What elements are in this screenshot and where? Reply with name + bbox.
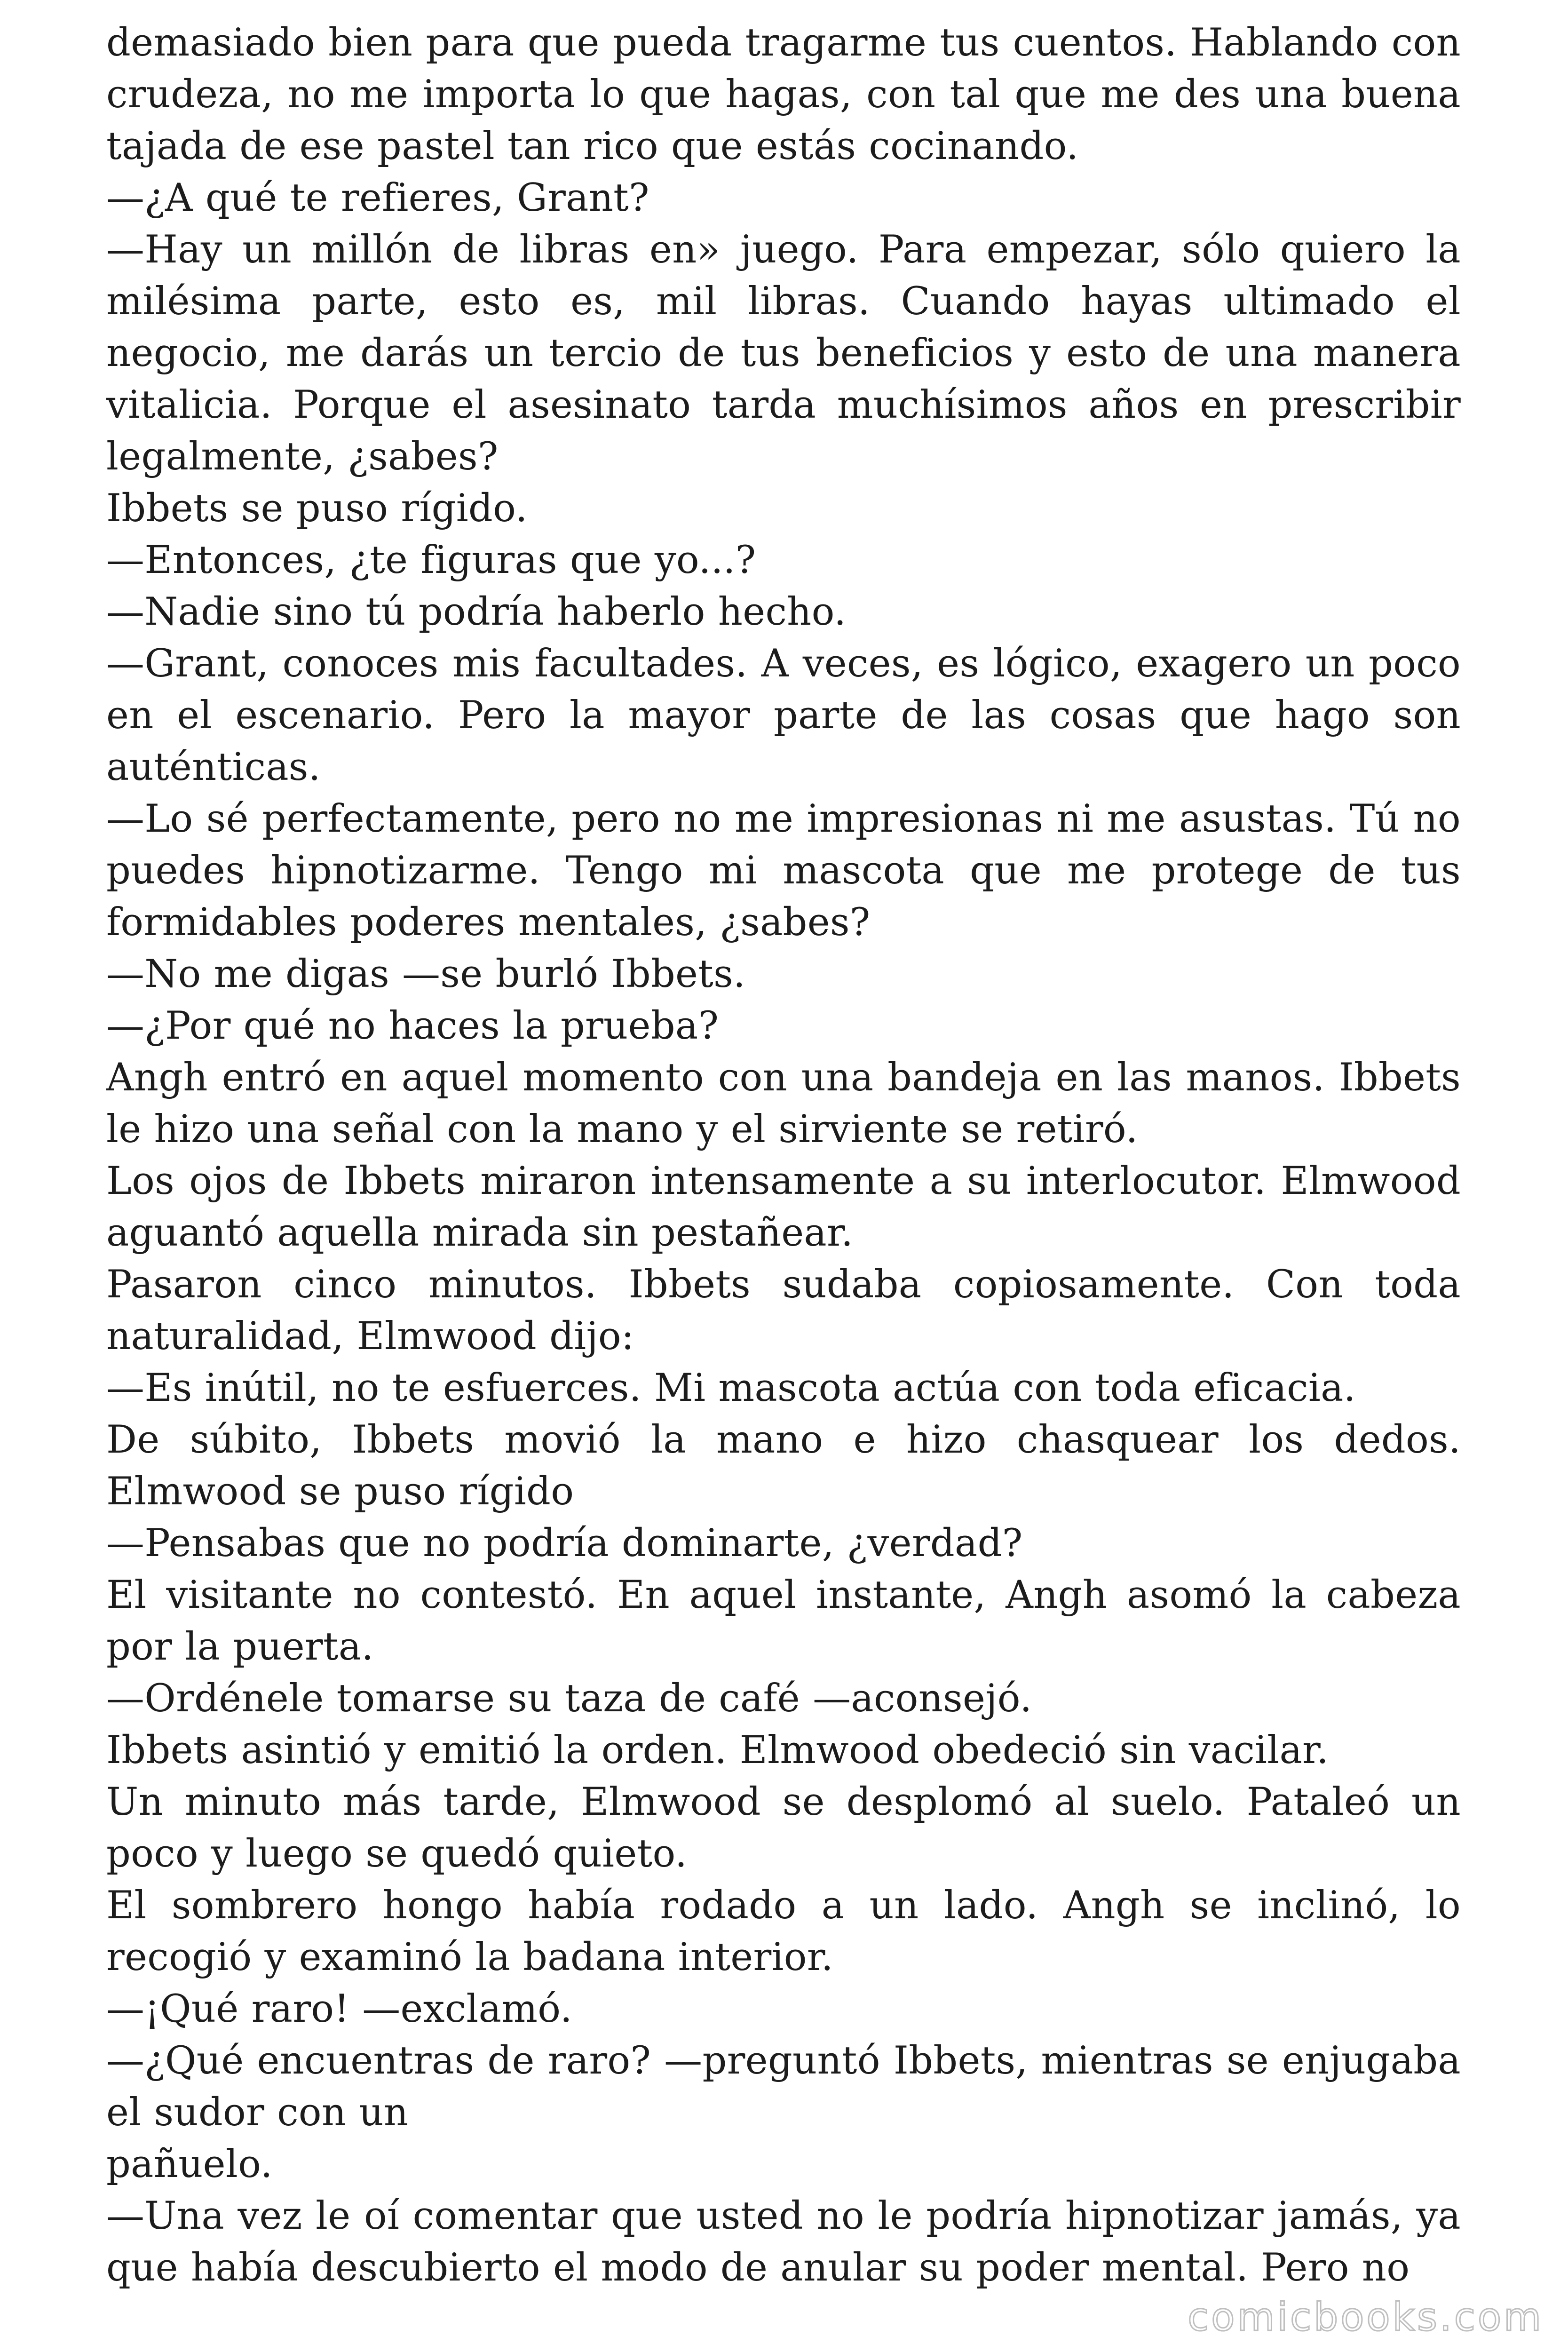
paragraph: pañuelo. [106,2142,273,2186]
paragraph: —Entonces, ¿te figuras que yo...? [106,538,756,582]
paragraph: —Ordénele tomarse su taza de café —aconsejó. [106,1677,1032,1721]
watermark: comicbooks.com [1188,2295,1544,2340]
paragraph: —Nadie sino tú podría haberlo hecho. [106,590,847,634]
paragraph: —¿A qué te refieres, Grant? [106,176,649,220]
paragraph: —¿Qué encuentras de raro? —preguntó Ibbets, mientras se enjugaba el sudor con un [106,2039,1461,2135]
paragraph: Ibbets se puso rígido. [106,486,528,531]
paragraph: —Lo sé perfectamente, pero no me impresionas ni me asustas. Tú no puedes hipnotizarme. Tengo mi mascota que me protege de tus formidables poderes mentales, ¿sabes? [106,797,1461,945]
paragraph: —Grant, conoces mis facultades. A veces, es lógico, exagero un poco en el escenario. Pero la mayor parte de las cosas que hago son auténticas. [106,642,1461,789]
paragraph: Un minuto más tarde, Elmwood se desplomó al suelo. Pataleó un poco y luego se quedó quieto. [106,1780,1461,1876]
paragraph: —No me digas —se burló Ibbets. [106,952,746,996]
paragraph: —¡Qué raro! —exclamó. [106,1987,572,2031]
paragraph: demasiado bien para que pueda tragarme tus cuentos. Hablando con crudeza, no me importa lo que hagas, con tal que me des una buena tajada de ese pastel tan rico que estás cocinando. [106,21,1461,168]
paragraph: Ibbets asintió y emitió la orden. Elmwood obedeció sin vacilar. [106,1728,1329,1772]
paragraph: Pasaron cinco minutos. Ibbets sudaba copiosamente. Con toda naturalidad, Elmwood dijo: [106,1263,1461,1359]
paragraph: El sombrero hongo había rodado a un lado. Angh se inclinó, lo recogió y examinó la badana interior. [106,1883,1461,1979]
paragraph: —Pensabas que no podría dominarte, ¿verdad? [106,1521,1023,1565]
paragraph: —Una vez le oí comentar que usted no le podría hipnotizar jamás, ya que había descubierto el modo de anular su poder mental. Pero no [106,2194,1461,2290]
paragraph: El visitante no contestó. En aquel instante, Angh asomó la cabeza por la puerta. [106,1573,1461,1669]
paragraph: De súbito, Ibbets movió la mano e hizo chasquear los dedos. Elmwood se puso rígido [106,1418,1461,1514]
paragraph: —¿Por qué no haces la prueba? [106,1004,719,1048]
paragraph: —Es inútil, no te esfuerces. Mi mascota actúa con toda eficacia. [106,1366,1356,1410]
paragraph: Los ojos de Ibbets miraron intensamente a su interlocutor. Elmwood aguantó aquella mirada sin pestañear. [106,1159,1461,1255]
page-text-column [106,17,1461,2294]
paragraph: Angh entró en aquel momento con una bandeja en las manos. Ibbets le hizo una señal con la mano y el sirviente se retiró. [106,1056,1461,1152]
paragraph: —Hay un millón de libras en» juego. Para empezar, sólo quiero la milésima parte, esto es, mil libras. Cuando hayas ultimado el negocio, me darás un tercio de tus beneficios y esto de una manera vitalicia. Porque el asesinato tarda muchísimos años en prescribir legalmente, ¿sabes? [106,228,1461,479]
